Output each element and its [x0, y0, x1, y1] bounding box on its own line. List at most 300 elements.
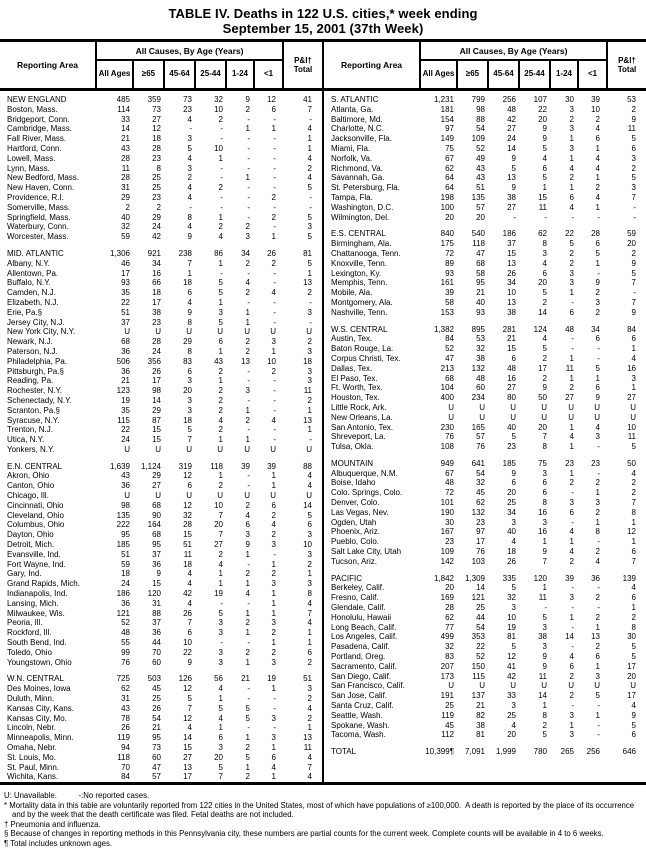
value-cell: 17: [152, 376, 161, 386]
value-cell: 8: [595, 527, 600, 537]
value-cell: 43: [121, 703, 130, 713]
reporting-area-cell: Utica, N.Y.: [7, 435, 45, 445]
value-cell: -: [273, 376, 276, 386]
reporting-area-cell: Tucson, Ariz.: [331, 556, 377, 566]
reporting-area-cell: Ft. Worth, Tex.: [331, 383, 383, 393]
value-cell: 4: [307, 618, 312, 628]
city-row: [0, 357, 322, 367]
reporting-area-cell: Las Vegas, Nev.: [331, 507, 389, 517]
value-cell: 356: [147, 356, 161, 366]
value-cell: 48: [507, 363, 516, 373]
city-row: [0, 164, 322, 174]
value-cell: 121: [116, 608, 130, 618]
reporting-area-cell: Lincoln, Nebr.: [7, 723, 56, 733]
value-cell: 114: [117, 104, 130, 114]
value-cell: 16: [538, 507, 547, 517]
value-cell: -: [220, 268, 223, 278]
reporting-area-cell: Lynn, Mass.: [7, 163, 50, 173]
value-cell: -: [273, 297, 276, 307]
section-total-cell: 319: [178, 461, 192, 471]
city-row: [324, 593, 646, 603]
value-cell: 51: [183, 540, 192, 550]
value-cell: U: [541, 412, 547, 422]
footnote: ¶ Total includes unknown ages.: [4, 838, 113, 848]
city-row: [324, 364, 646, 374]
value-cell: 5: [307, 183, 312, 193]
value-cell: -: [571, 517, 574, 527]
value-cell: 4: [307, 481, 312, 491]
city-row: [324, 213, 646, 223]
city-row: [324, 498, 646, 508]
value-cell: -: [247, 684, 250, 694]
table-body-right: [324, 91, 646, 757]
value-cell: -: [247, 212, 250, 222]
city-row: [324, 239, 646, 249]
reporting-area-cell: St. Paul, Minn.: [7, 762, 60, 772]
value-cell: 20: [507, 730, 516, 740]
value-cell: 3: [245, 386, 250, 396]
value-cell: -: [273, 694, 276, 704]
value-cell: 2: [542, 297, 547, 307]
city-row: [324, 354, 646, 364]
city-row: [0, 723, 322, 733]
city-row: [324, 730, 646, 740]
value-cell: 8: [631, 622, 636, 632]
value-cell: 21: [152, 723, 161, 733]
reporting-area-cell: New Orleans, La.: [331, 412, 393, 422]
value-cell: 4: [569, 527, 574, 537]
value-cell: 6: [187, 481, 192, 491]
value-cell: 2: [218, 222, 223, 232]
value-cell: -: [597, 268, 600, 278]
value-cell: 64: [445, 183, 454, 193]
value-cell: 2: [542, 373, 547, 383]
value-cell: 81: [476, 730, 485, 740]
value-cell: 2: [542, 353, 547, 363]
value-cell: 53: [476, 334, 485, 344]
value-cell: 2: [218, 366, 223, 376]
value-cell: 353: [471, 632, 485, 642]
value-cell: 4: [307, 173, 312, 183]
value-cell: 3: [631, 373, 636, 383]
value-cell: 32: [445, 642, 454, 652]
value-cell: 2: [245, 772, 250, 782]
value-cell: 24: [507, 134, 516, 144]
value-cell: 38: [476, 353, 485, 363]
value-cell: 1: [631, 603, 636, 613]
city-row: [0, 367, 322, 377]
value-cell: -: [273, 134, 276, 144]
value-cell: 1: [245, 405, 250, 415]
value-cell: -: [273, 153, 276, 163]
value-cell: -: [571, 212, 574, 222]
value-cell: -: [597, 353, 600, 363]
value-cell: 19: [507, 622, 516, 632]
section-total-cell: 118: [210, 461, 223, 471]
value-cell: 11: [538, 671, 547, 681]
value-cell: 1: [307, 425, 312, 435]
city-row: [0, 694, 322, 704]
value-cell: 2: [218, 481, 223, 491]
reporting-area-cell: Evansville, Ind.: [7, 549, 61, 559]
value-cell: 6: [271, 500, 276, 510]
value-cell: 58: [476, 268, 485, 278]
value-cell: 506: [116, 356, 130, 366]
value-cell: -: [220, 134, 223, 144]
section-total-row: [324, 574, 646, 584]
value-cell: 17: [183, 772, 192, 782]
value-cell: 7: [218, 510, 223, 520]
value-cell: -: [273, 278, 276, 288]
reporting-area-cell: Grand Rapids, Mich.: [7, 579, 80, 589]
reporting-area-cell: Houston, Tex.: [331, 393, 380, 403]
value-cell: 11: [627, 432, 636, 442]
value-cell: U: [594, 402, 600, 412]
value-cell: U: [270, 444, 276, 454]
value-cell: 17: [627, 691, 636, 701]
section-total-cell: 62: [538, 229, 547, 239]
value-cell: 14: [183, 733, 192, 743]
value-cell: 31: [121, 183, 130, 193]
section-name: NEW ENGLAND: [7, 95, 67, 104]
section-total-cell: 949: [440, 458, 454, 468]
value-cell: -: [247, 192, 250, 202]
value-cell: 4: [569, 432, 574, 442]
value-cell: 3: [569, 104, 574, 114]
value-cell: 2: [307, 337, 312, 347]
city-row: [0, 115, 322, 125]
value-cell: 2: [125, 202, 130, 212]
value-cell: U: [217, 444, 223, 454]
reporting-area-cell: Chattanooga, Tenn.: [331, 248, 401, 258]
value-cell: -: [247, 559, 250, 569]
value-cell: 1: [271, 559, 276, 569]
value-cell: 11: [627, 124, 636, 134]
value-cell: 47: [445, 353, 454, 363]
grand-total-label: TOTAL: [331, 747, 357, 757]
value-cell: 72: [445, 488, 454, 498]
section-total-cell: 335: [502, 573, 516, 583]
value-cell: 5: [511, 583, 516, 593]
value-cell: 26: [507, 556, 516, 566]
value-cell: 2: [218, 405, 223, 415]
value-cell: 68: [121, 337, 130, 347]
section-total-cell: 256: [502, 95, 516, 104]
value-cell: 26: [507, 268, 516, 278]
value-cell: 3: [218, 628, 223, 638]
value-cell: 4: [569, 547, 574, 557]
value-cell: 109: [471, 134, 485, 144]
value-cell: 101: [440, 498, 454, 508]
city-row: [0, 154, 322, 164]
value-cell: U: [448, 681, 454, 691]
value-cell: 23: [152, 153, 161, 163]
value-cell: -: [597, 468, 600, 478]
value-cell: 9: [245, 540, 250, 550]
value-cell: 95: [121, 530, 130, 540]
value-cell: 51: [476, 183, 485, 193]
value-cell: 62: [445, 612, 454, 622]
value-cell: 68: [476, 258, 485, 268]
value-cell: 2: [631, 478, 636, 488]
value-cell: 22: [476, 642, 485, 652]
value-cell: 2: [307, 559, 312, 569]
value-cell: 135: [471, 192, 485, 202]
value-cell: 4: [218, 684, 223, 694]
value-cell: 3: [569, 143, 574, 153]
value-cell: -: [309, 202, 312, 212]
table-title-line1: TABLE IV. Deaths in 122 U.S. cities,* week ending: [168, 6, 478, 21]
value-cell: -: [247, 694, 250, 704]
city-row: [0, 569, 322, 579]
value-cell: 4: [511, 537, 516, 547]
value-cell: 5: [595, 363, 600, 373]
value-cell: U: [479, 412, 485, 422]
section-total-cell: 1,639: [109, 461, 130, 471]
value-cell: -: [544, 212, 547, 222]
section-total-cell: 840: [440, 229, 454, 239]
section-total-cell: 59: [627, 229, 636, 239]
section-total-cell: 185: [502, 458, 516, 468]
value-cell: 1: [245, 124, 250, 134]
reporting-area-cell: Waterbury, Conn.: [7, 222, 69, 232]
reporting-area-cell: Richmond, Va.: [331, 163, 383, 173]
section-total-cell: 21: [241, 674, 250, 684]
city-row: [0, 203, 322, 213]
value-cell: 16: [152, 268, 161, 278]
value-cell: 6: [595, 334, 600, 344]
value-cell: 15: [507, 344, 516, 354]
value-cell: 25: [507, 498, 516, 508]
section-name: W.S. CENTRAL: [331, 324, 388, 334]
value-cell: 167: [440, 527, 454, 537]
age-column-header: ≥65: [134, 61, 165, 88]
value-cell: -: [247, 114, 250, 124]
reporting-area-cell: San Jose, Calif.: [331, 691, 388, 701]
value-cell: 1: [595, 710, 600, 720]
city-row: [0, 733, 322, 743]
value-cell: -: [597, 720, 600, 730]
value-cell: 1: [218, 723, 223, 733]
city-row: [0, 530, 322, 540]
value-cell: 20: [538, 278, 547, 288]
section-total-cell: 895: [471, 324, 485, 334]
reporting-area-cell: Sacramento, Calif.: [331, 661, 397, 671]
value-cell: -: [189, 202, 192, 212]
city-row: [324, 383, 646, 393]
value-cell: 37: [507, 239, 516, 249]
value-cell: 62: [121, 684, 130, 694]
value-cell: -: [273, 143, 276, 153]
value-cell: 8: [307, 589, 312, 599]
value-cell: 234: [471, 393, 485, 403]
grand-total-cell: 1,999: [495, 747, 516, 757]
value-cell: 93: [121, 278, 130, 288]
value-cell: U: [306, 327, 312, 337]
value-cell: -: [633, 212, 636, 222]
value-cell: 164: [147, 520, 161, 530]
value-cell: -: [247, 366, 250, 376]
value-cell: 83: [183, 356, 192, 366]
value-cell: 3: [271, 657, 276, 667]
reporting-area-cell: Duluth, Minn.: [7, 694, 55, 704]
value-cell: U: [244, 444, 250, 454]
value-cell: -: [273, 317, 276, 327]
value-cell: 118: [117, 752, 130, 762]
reporting-area-cell: Lansing, Mich.: [7, 598, 59, 608]
value-cell: 3: [542, 622, 547, 632]
reporting-area-cell: Jersey City, N.J.: [7, 317, 65, 327]
value-cell: 1: [569, 612, 574, 622]
value-cell: 13: [183, 762, 192, 772]
value-cell: 28: [121, 173, 130, 183]
value-cell: 48: [507, 104, 516, 114]
value-cell: 165: [471, 422, 485, 432]
value-cell: 23: [507, 442, 516, 452]
value-cell: 1: [218, 694, 223, 704]
value-cell: 1: [631, 517, 636, 527]
section-name: E.S. CENTRAL: [331, 229, 386, 239]
value-cell: 76: [445, 432, 454, 442]
value-cell: 1: [187, 268, 192, 278]
value-cell: 59: [121, 232, 130, 242]
value-cell: 9: [542, 547, 547, 557]
value-cell: 11: [121, 163, 130, 173]
value-cell: 43: [214, 356, 223, 366]
value-cell: 137: [471, 691, 485, 701]
age-column-header: 45-64: [489, 61, 520, 88]
value-cell: U: [124, 491, 130, 501]
reporting-area-cell: Baltimore, Md.: [331, 114, 383, 124]
city-row: [0, 638, 322, 648]
value-cell: 2: [245, 258, 250, 268]
value-cell: 14: [152, 395, 161, 405]
value-cell: 3: [187, 134, 192, 144]
value-cell: 5: [307, 510, 312, 520]
value-cell: 161: [440, 278, 454, 288]
value-cell: 99: [121, 647, 130, 657]
value-cell: 57: [476, 432, 485, 442]
reporting-area-cell: Omaha, Nebr.: [7, 743, 57, 752]
value-cell: 32: [476, 344, 485, 354]
section-total-cell: 126: [178, 674, 192, 684]
value-cell: 9: [631, 710, 636, 720]
city-row: [0, 278, 322, 288]
value-cell: -: [571, 488, 574, 498]
section-total-cell: 725: [116, 674, 130, 684]
value-cell: 11: [565, 363, 574, 373]
value-cell: 33: [121, 114, 130, 124]
value-cell: 35: [121, 288, 130, 298]
value-cell: 3: [542, 248, 547, 258]
value-cell: 8: [631, 507, 636, 517]
value-cell: 52: [476, 143, 485, 153]
city-row: [324, 393, 646, 403]
city-row: [324, 691, 646, 701]
section-total-cell: 139: [622, 573, 636, 583]
value-cell: 3: [569, 498, 574, 508]
value-cell: 3: [187, 405, 192, 415]
value-cell: 5: [631, 652, 636, 662]
value-cell: 18: [507, 547, 516, 557]
city-row: [0, 134, 322, 144]
value-cell: 10: [183, 638, 192, 648]
reporting-area-cell: Springfield, Mass.: [7, 212, 71, 222]
value-cell: 14: [476, 583, 485, 593]
value-cell: 2: [271, 192, 276, 202]
value-cell: 7: [307, 762, 312, 772]
reporting-area-cell: San Antonio, Tex.: [331, 422, 394, 432]
value-cell: 3: [569, 124, 574, 134]
value-cell: 36: [121, 481, 130, 491]
value-cell: 54: [476, 468, 485, 478]
section-total-cell: 799: [471, 95, 485, 104]
section-total-cell: 53: [627, 95, 636, 104]
value-cell: 73: [152, 104, 161, 114]
value-cell: U: [568, 412, 574, 422]
value-cell: 3: [218, 743, 223, 752]
value-cell: 7: [542, 432, 547, 442]
value-cell: 20: [445, 583, 454, 593]
value-cell: 47: [152, 762, 161, 772]
city-row: [0, 609, 322, 619]
value-cell: 41: [507, 661, 516, 671]
value-cell: 2: [631, 104, 636, 114]
value-cell: 4: [569, 652, 574, 662]
city-row: [324, 298, 646, 308]
value-cell: 6: [542, 268, 547, 278]
value-cell: 1: [307, 569, 312, 579]
value-cell: 2: [271, 366, 276, 376]
section-total-cell: 1,309: [464, 573, 485, 583]
city-row: [0, 298, 322, 308]
value-cell: 6: [595, 652, 600, 662]
value-cell: -: [571, 297, 574, 307]
value-cell: 19: [214, 589, 223, 599]
value-cell: 3: [542, 468, 547, 478]
value-cell: 2: [631, 612, 636, 622]
reporting-area-cell: Nashville, Tenn.: [331, 307, 388, 317]
value-cell: 2: [631, 488, 636, 498]
city-row: [324, 259, 646, 269]
city-row: [0, 618, 322, 628]
value-cell: -: [247, 481, 250, 491]
city-row: [324, 432, 646, 442]
value-cell: 13: [507, 173, 516, 183]
value-cell: 2: [595, 593, 600, 603]
value-cell: 12: [183, 500, 192, 510]
value-cell: 64: [445, 173, 454, 183]
city-row: [324, 173, 646, 183]
reporting-area-cell: Denver, Colo.: [331, 498, 380, 508]
value-cell: 5: [631, 720, 636, 730]
value-cell: 1: [569, 288, 574, 298]
value-cell: -: [309, 192, 312, 202]
value-cell: 8: [542, 442, 547, 452]
reporting-area-cell: Lexington, Ky.: [331, 268, 382, 278]
value-cell: 1: [218, 569, 223, 579]
value-cell: 38: [152, 307, 161, 317]
reporting-area-cell: Berkeley, Calif.: [331, 583, 385, 593]
value-cell: 6: [569, 307, 574, 317]
value-cell: 2: [569, 691, 574, 701]
value-cell: 10: [214, 104, 223, 114]
value-cell: 2: [156, 202, 161, 212]
value-cell: 95: [152, 540, 161, 550]
value-cell: 2: [595, 183, 600, 193]
value-cell: 36: [152, 628, 161, 638]
value-cell: 43: [476, 163, 485, 173]
